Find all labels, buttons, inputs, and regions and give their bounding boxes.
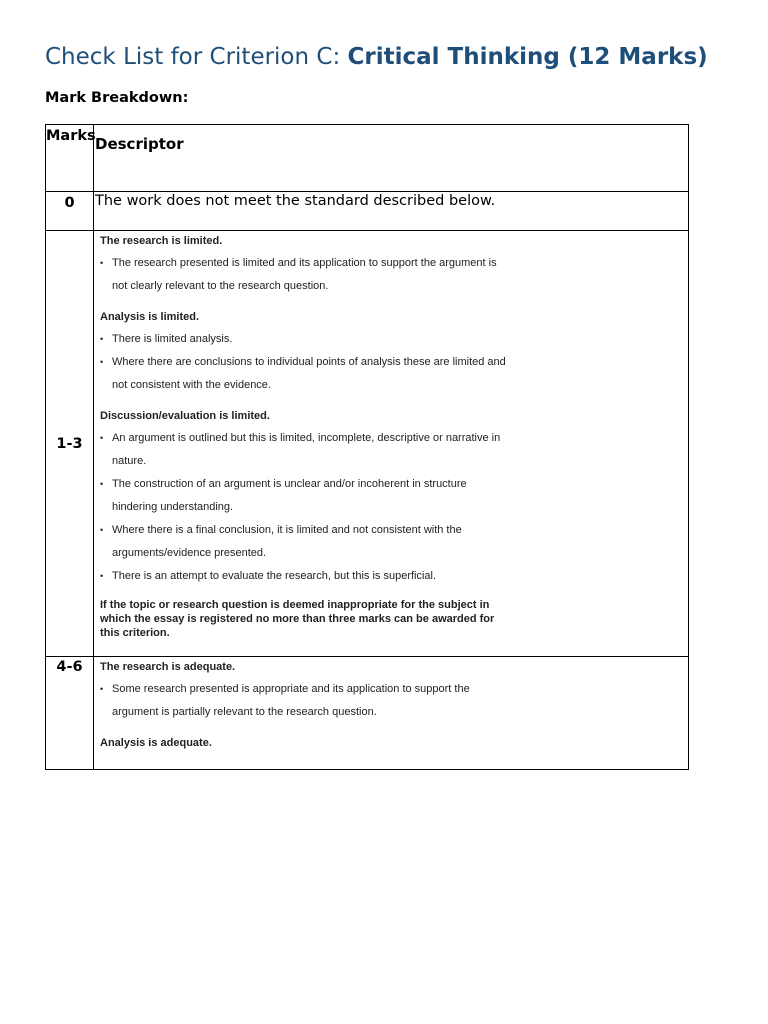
section-heading: The research is limited.	[100, 235, 223, 247]
bullet-list	[100, 427, 688, 588]
bullet-item: • There is an attempt to evaluate the research, but this is superficial.	[100, 565, 507, 588]
criterion-note: If the topic or research question is deemed inappropriate for the subject in which the essay is registered no more than three marks can be awarded for this criterion.	[100, 599, 495, 639]
page-title	[45, 44, 708, 70]
row-marks: 1-3	[46, 231, 94, 657]
row-marks: 0	[46, 192, 94, 231]
row-descriptor	[94, 231, 689, 657]
bullet-item: • Some research presented is appropriate and its application to support the argument is partially relevant to the research question.	[100, 678, 507, 724]
row-marks: 4-6	[46, 657, 94, 770]
bullet-list	[100, 328, 688, 397]
bullet-item: • The research presented is limited and its application to support the argument is not clearly relevant to the research question.	[100, 252, 507, 298]
bullet-item: • Where there are conclusions to individual points of analysis these are limited and not consistent with the evidence.	[100, 351, 507, 397]
section-heading: Analysis is limited.	[100, 311, 200, 323]
criterion-descriptor	[94, 657, 688, 749]
table-row	[46, 657, 689, 770]
section-heading: The research is adequate.	[100, 661, 236, 673]
mark-breakdown-heading: Mark Breakdown:	[45, 90, 189, 106]
title-emphasis: Critical Thinking (12 Marks)	[347, 44, 708, 70]
bullet-item: • An argument is outlined but this is limited, incomplete, descriptive or narrative in nature.	[100, 427, 507, 473]
mark-breakdown-table	[45, 124, 689, 770]
section-heading: Analysis is adequate.	[100, 737, 212, 749]
table-row	[46, 231, 689, 657]
criterion-descriptor	[94, 231, 688, 640]
bullet-item: • The construction of an argument is unclear and/or incoherent in structure hindering understanding.	[100, 473, 507, 519]
bullet-item: • There is limited analysis.	[100, 328, 507, 351]
bullet-list	[100, 252, 688, 298]
section-heading: Discussion/evaluation is limited.	[100, 410, 270, 422]
title-prefix: Check List for Criterion C:	[45, 44, 348, 70]
header-marks: Marks	[46, 125, 94, 192]
header-descriptor: Descriptor	[94, 125, 689, 192]
row-descriptor: The work does not meet the standard described below.	[94, 192, 689, 231]
row-descriptor	[94, 657, 689, 770]
table-header-row	[46, 125, 689, 192]
bullet-list	[100, 678, 688, 724]
table-row	[46, 192, 689, 231]
bullet-item: • Where there is a final conclusion, it is limited and not consistent with the arguments/evidence presented.	[100, 519, 507, 565]
